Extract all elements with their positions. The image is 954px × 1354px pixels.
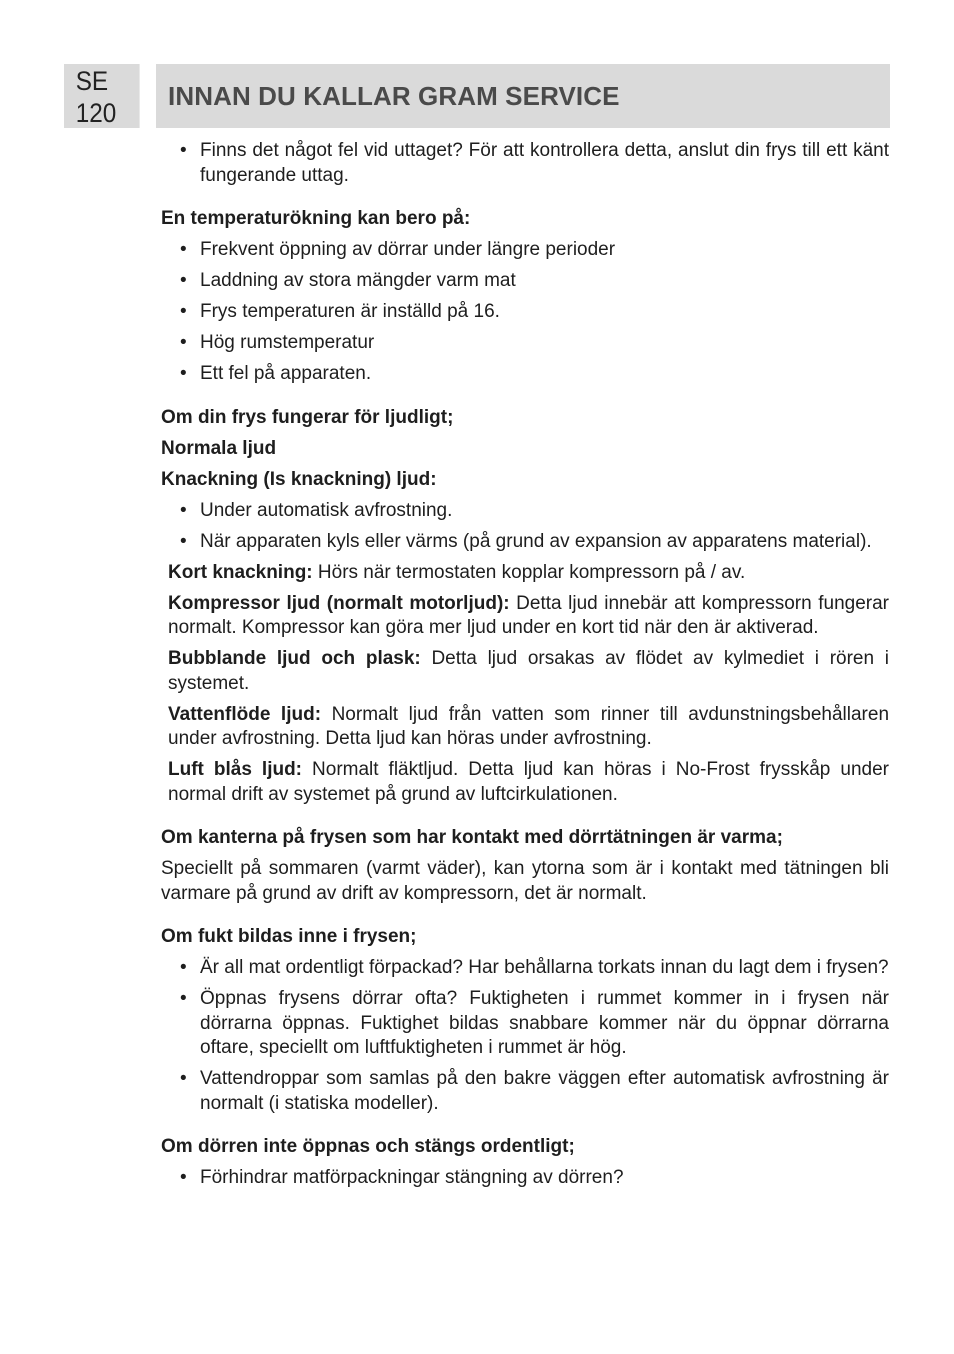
list-item: • Ett fel på apparaten. — [161, 362, 889, 387]
list-item: • Frys temperaturen är inställd på 16. — [161, 300, 889, 325]
list-item: • Öppnas frysens dörrar ofta? Fuktigheten i rummet kommer in i frysen när dörrarna öppnas. Fuktighet bildas snabbare kommer när du öppnar dörrarna oftare, speciellt om luftfuktigheten i rummet är hög. — [161, 987, 889, 1061]
sound-term: Kompressor ljud (normalt motorljud): — [168, 592, 510, 614]
sound-text: Normalt fläktljud. Detta ljud kan höras i No-Frost frysskåp under normal drift av systemet på grund av luftcirkulationen. — [168, 759, 889, 805]
list-item: • Frekvent öppning av dörrar under längre perioder — [161, 238, 889, 263]
moisture-list — [161, 956, 889, 1116]
sound-description — [168, 647, 889, 696]
sound-text: Detta ljud innebär att kompressorn fungerar normalt. Kompressor kan göra mer ljud under en kort tid när den är aktiverad. — [168, 592, 889, 638]
list-item: • Laddning av stora mängder varm mat — [161, 269, 889, 294]
sound-description — [168, 592, 889, 641]
sound-description — [168, 561, 889, 586]
sound-term: Bubblande ljud och plask: — [168, 648, 421, 669]
sound-text: Normalt ljud från vatten som rinner till avdunstningsbehållaren under avfrostning. Detta ljud kan höras under avfrostning. — [168, 703, 890, 749]
page-number: 120 — [75, 98, 117, 128]
door-list — [161, 1166, 889, 1191]
sound-text: Detta ljud orsakas av flödet av kylmediet i rören i systemet. — [168, 648, 889, 694]
sound-description — [168, 758, 889, 807]
edges-text: Speciellt på sommaren (varmt väder), kan ytorna som är i kontakt med tätningen bli varmare på grund av drift av kompressorn, det är normalt. — [161, 858, 889, 904]
section-heading-edges: Om kanterna på frysen som har kontakt med dörrtätningen är varma; — [161, 827, 783, 848]
page-content — [161, 139, 889, 1197]
section-header — [156, 64, 890, 128]
section-heading-noise: Om din frys fungerar för ljudligt; — [161, 406, 454, 428]
language-code: SE — [75, 66, 109, 96]
list-item: • När apparaten kyls eller värms (på grund av expansion av apparatens material). — [161, 530, 889, 555]
list-item: • Hög rumstemperatur — [161, 331, 889, 356]
list-item: • Finns det något fel vid uttaget? För att kontrollera detta, anslut din frys till ett känt fungerande uttag. — [161, 139, 889, 188]
sound-description — [168, 703, 889, 752]
subheading-normal-sounds: Normala ljud — [161, 437, 277, 459]
section-heading-temperature: En temperaturökning kan bero på: — [161, 208, 471, 229]
list-item: • Är all mat ordentligt förpackad? Har behållarna torkats innan du lagt dem i frysen? — [161, 956, 889, 981]
list-item: • Vattendroppar som samlas på den bakre väggen efter automatisk avfrostning är normalt (i statiska modeller). — [161, 1067, 889, 1116]
sound-term: Luft blås ljud: — [168, 759, 303, 780]
list-item: • Förhindrar matförpackningar stängning av dörren? — [161, 1166, 889, 1191]
intro-list — [161, 139, 889, 188]
section-heading-door: Om dörren inte öppnas och stängs ordentligt; — [161, 1136, 575, 1157]
page-title: INNAN DU KALLAR GRAM SERVICE — [168, 81, 620, 111]
sound-text: Hörs när termostaten kopplar kompressorn på / av. — [312, 561, 746, 583]
section-heading-moisture: Om fukt bildas inne i frysen; — [161, 926, 417, 947]
subheading-knocking: Knackning (Is knackning) ljud: — [161, 468, 437, 490]
knocking-list — [161, 499, 889, 555]
sound-term: Kort knackning: — [168, 561, 313, 583]
sound-term: Vattenflöde ljud: — [168, 703, 322, 725]
page-marker — [64, 64, 140, 128]
temperature-list — [161, 238, 889, 387]
list-item: • Under automatisk avfrostning. — [161, 499, 889, 524]
